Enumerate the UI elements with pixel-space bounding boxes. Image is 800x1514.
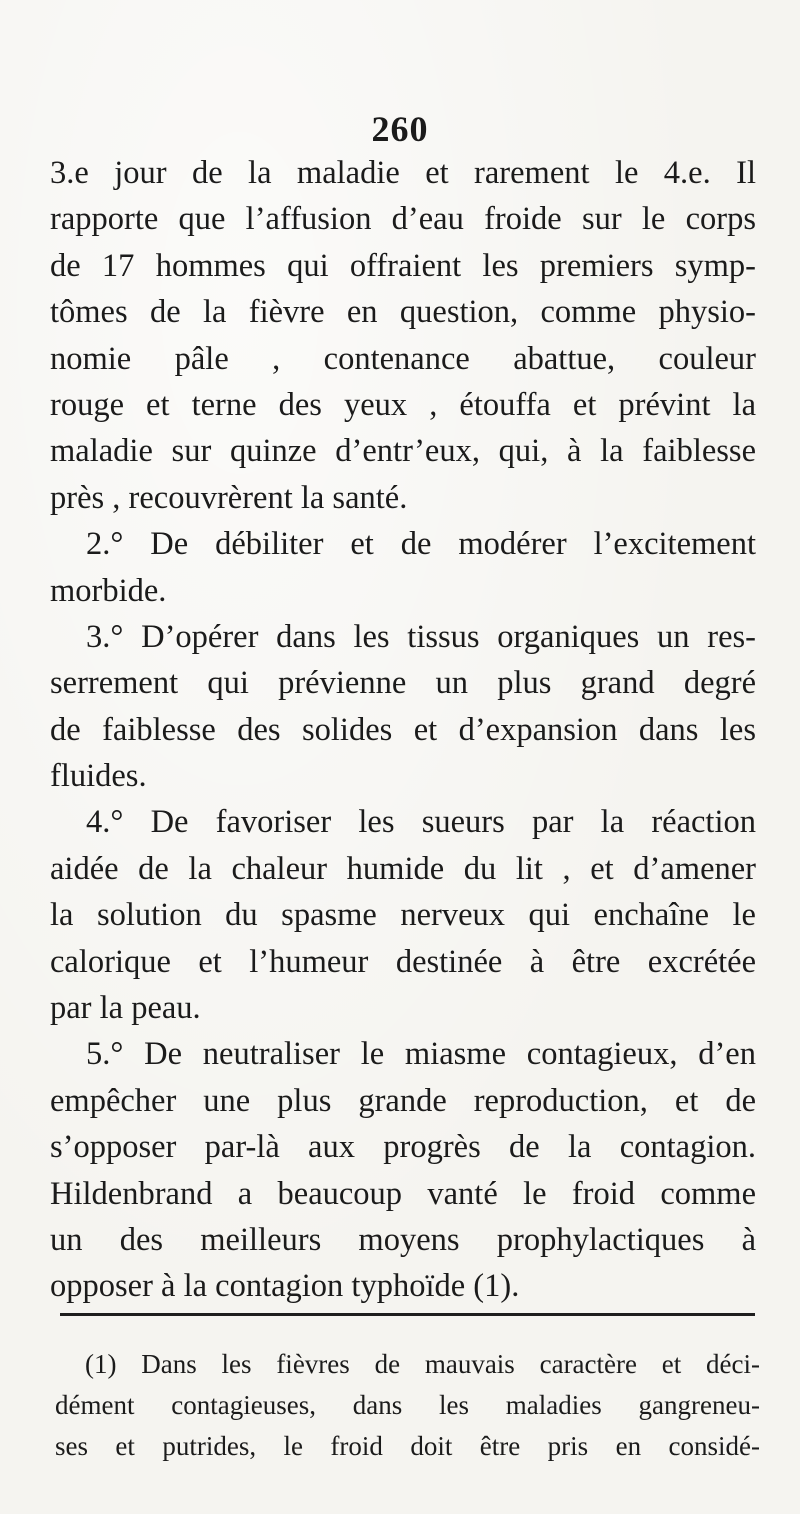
text-line: maladie sur quinze d’entr’eux, qui, à la faiblesse (50, 433, 756, 470)
text-line: 5.° De neutraliser le miasme contagieux, d’en (86, 1036, 756, 1073)
text-line: 4.° De favoriser les sueurs par la réaction (86, 804, 756, 841)
footnote-divider (60, 1313, 755, 1316)
text-line: rapporte que l’affusion d’eau froide sur le corps (50, 201, 756, 238)
text-line: près , recouvrèrent la santé. (50, 479, 408, 516)
text-line: rouge et terne des yeux , étouffa et prévint la (50, 386, 756, 423)
text-line: nomie pâle , contenance abattue, couleur (50, 340, 756, 377)
text-line: tômes de la fièvre en question, comme physio- (50, 294, 756, 331)
text-line: la solution du spasme nerveux qui enchaîne le (50, 897, 756, 934)
text-line: par la peau. (50, 990, 201, 1027)
text-line: fluides. (50, 758, 147, 795)
text-line: Hildenbrand a beaucoup vanté le froid comme (50, 1175, 756, 1212)
footnote (55, 1344, 760, 1467)
text-line: calorique et l’humeur destinée à être excrétée (50, 943, 756, 980)
footnote-line: (1) Dans les fièvres de mauvais caractère et déci- (85, 1349, 760, 1379)
text-line: de 17 hommes qui offraient les premiers symp- (50, 247, 756, 284)
text-line: 3.° D’opérer dans les tissus organiques un res- (86, 618, 756, 655)
text-line: opposer à la contagion typhoïde (1). (50, 1268, 520, 1305)
text-line: 2.° De débiliter et de modérer l’excitement (86, 526, 756, 563)
text-line: empêcher une plus grande reproduction, et de (50, 1082, 756, 1119)
text-line: s’opposer par-là aux progrès de la contagion. (50, 1129, 756, 1166)
text-line: de faiblesse des solides et d’expansion dans les (50, 711, 756, 748)
footnote-line: ses et putrides, le froid doit être pris en considé- (55, 1431, 760, 1461)
text-line: morbide. (50, 572, 167, 609)
body-text (50, 150, 756, 1310)
text-line: aidée de la chaleur humide du lit , et d’amener (50, 850, 756, 887)
text-line: serrement qui prévienne un plus grand degré (50, 665, 756, 702)
footnote-line: dément contagieuses, dans les maladies gangreneu- (55, 1390, 760, 1420)
text-line: 3.e jour de la maladie et rarement le 4.e. Il (50, 155, 756, 191)
text-line: un des meilleurs moyens prophylactiques à (50, 1221, 756, 1258)
page-number: 260 (371, 109, 429, 149)
